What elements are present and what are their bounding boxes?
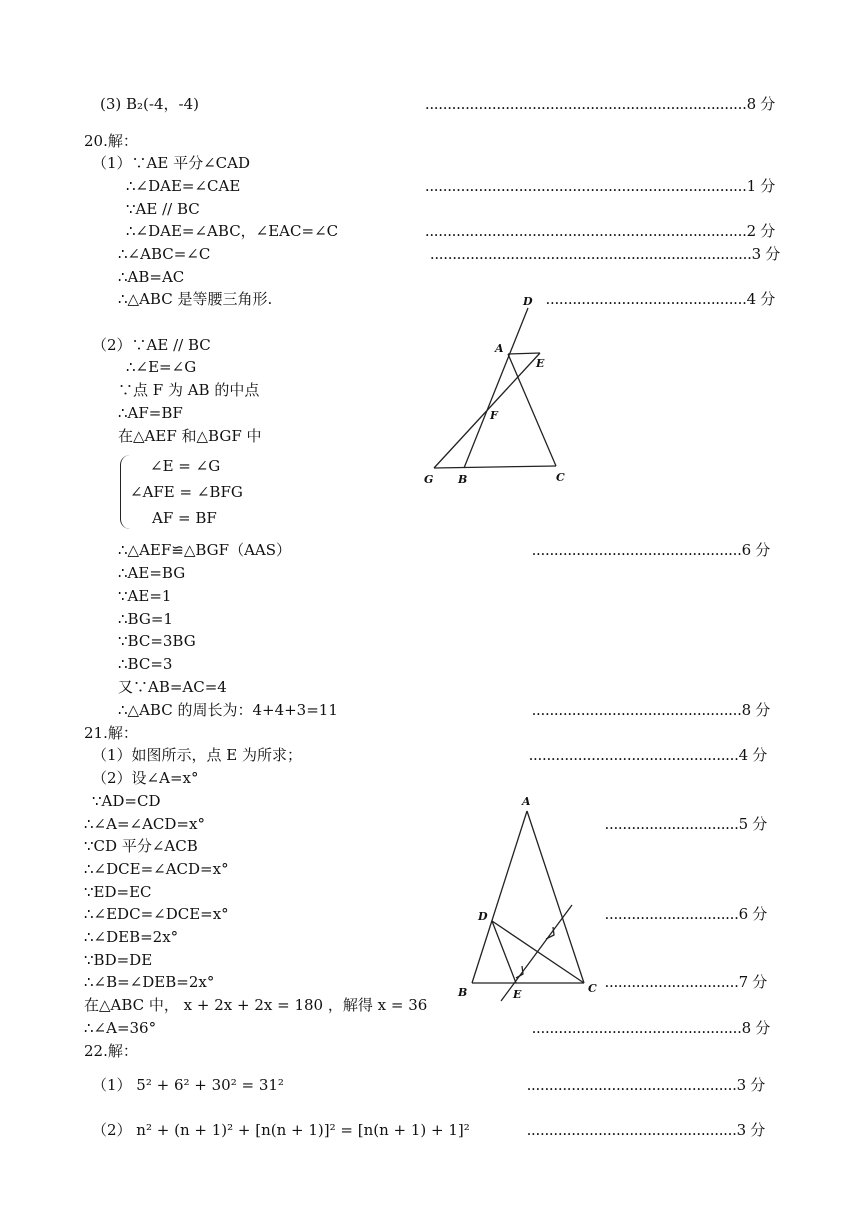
line-system-2: ∠AFE = ∠BFG [130,483,243,501]
label-D: D [523,295,533,308]
line-system-1: ∠E = ∠G [150,457,221,475]
line-AC [508,354,556,466]
line-system-3: AF = BF [152,509,217,527]
line-q19-3: (3) B₂(-4，-4) [100,95,199,113]
line-q21-2: （2）设∠A=x° [92,769,199,787]
figure-q21 [450,793,610,1008]
score-21-c: ..............................7 分 [604,973,767,991]
line-q20-2-step10: 又∵AB=AC=4 [118,678,227,696]
label-D2: D [478,910,488,923]
label-A: A [495,342,504,355]
line-q20-1-step3: ∴∠DAE=∠ABC，∠EAC=∠C [126,222,339,240]
line-AB [472,811,527,983]
label-A2: A [522,795,531,808]
line-q22-2: （2） n² + (n + 1)² + [n(n + 1)]² = [n(n + 1) + 1]² [92,1121,470,1139]
score-20-2-a: ...............................................6 分 [531,541,770,559]
label-E2: E [513,988,522,1001]
line-q21-answer: ∴∠A=36° [84,1019,157,1037]
line-q20-1-given: （1）∵AE 平分∠CAD [92,154,250,172]
score-20-1-b: ........................................................................2 分 [424,222,775,240]
line-q22-1: （1） 5² + 6² + 30² = 31² [92,1076,284,1094]
line-AE [508,353,540,354]
line-q21-step9: ∴∠B=∠DEB=2x° [84,973,215,991]
label-E: E [536,357,545,370]
perpendicular-bisector [501,905,572,1001]
line-q21-step1: ∵AD=CD [92,792,161,810]
score-22-2: ...............................................3 分 [526,1121,765,1139]
line-q21-step3: ∵CD 平分∠ACB [84,837,198,855]
score-20-1-d: .............................................4 分 [545,290,775,308]
label-B: B [458,473,468,486]
label-F: F [490,409,498,422]
score-21-d: ...............................................8 分 [531,1019,770,1037]
score-22-1: ...............................................3 分 [526,1076,765,1094]
line-q20-2-step9: ∴BC=3 [118,655,173,673]
line-DE [492,921,516,983]
label-C2: C [588,982,597,995]
line-q20-2-step4: 在△AEF 和△BGF 中 [118,427,262,445]
figure-q20 [420,292,580,492]
line-GE [434,353,540,468]
line-AC [527,811,584,983]
line-q20-2-step5: ∴AE=BG [118,564,186,582]
line-q20-heading: 20.解： [84,132,138,150]
line-q21-step5: ∵ED=EC [84,883,152,901]
line-q20-2-step1: ∴∠E=∠G [126,358,197,376]
line-DB [464,308,528,468]
arc-mark-1 [546,927,554,939]
score-21-a: ..............................5 分 [604,815,767,833]
line-q21-step4: ∴∠DCE=∠ACD=x° [84,860,229,878]
line-q20-2-given: （2）∵AE // BC [92,336,211,354]
score-21-b: ..............................6 分 [604,905,767,923]
score-20-1-a: ........................................................................1 分 [424,177,775,195]
line-q21-step7: ∴∠DEB=2x° [84,928,179,946]
line-q20-2-step8: ∵BC=3BG [118,632,196,650]
line-q21-equation: 在△ABC 中， x + 2x + 2x = 180 ，解得 x = 36 [84,996,428,1014]
line-q21-step6: ∴∠EDC=∠DCE=x° [84,905,229,923]
line-q22-heading: 22.解： [84,1042,138,1060]
line-q20-2-step2: ∵点 F 为 AB 的中点 [118,381,260,399]
line-q21-step2: ∴∠A=∠ACD=x° [84,815,205,833]
label-B2: B [458,986,468,999]
line-GC [434,466,556,468]
line-q21-heading: 21.解： [84,724,138,742]
line-q21-1: （1）如图所示，点 E 为所求； [92,746,303,764]
label-C: C [556,471,565,484]
score-20-2-b: ...............................................8 分 [531,701,770,719]
line-q20-1-step2: ∵AE // BC [126,200,200,218]
line-q20-2-step7: ∴BG=1 [118,610,173,628]
line-q20-2-step3: ∴AF=BF [118,404,183,422]
line-q20-2-perimeter: ∴△ABC 的周长为：4+4+3=11 [118,701,338,719]
line-q21-step8: ∵BD=DE [84,951,153,969]
line-q20-2-congruent: ∴△AEF≌△BGF（AAS） [118,541,292,559]
line-q20-1-conclusion: ∴△ABC 是等腰三角形. [118,290,273,308]
score-21-1: ...............................................4 分 [528,746,767,764]
line-q20-2-step6: ∵AE=1 [118,587,172,605]
line-q20-1-step5: ∴AB=AC [118,268,185,286]
score-19-3: ........................................................................8 分 [424,95,775,113]
label-G: G [424,473,434,486]
line-q20-1-step4: ∴∠ABC=∠C [118,245,211,263]
score-20-1-c: ........................................................................3 分 [429,245,780,263]
line-q20-1-step1: ∴∠DAE=∠CAE [126,177,241,195]
